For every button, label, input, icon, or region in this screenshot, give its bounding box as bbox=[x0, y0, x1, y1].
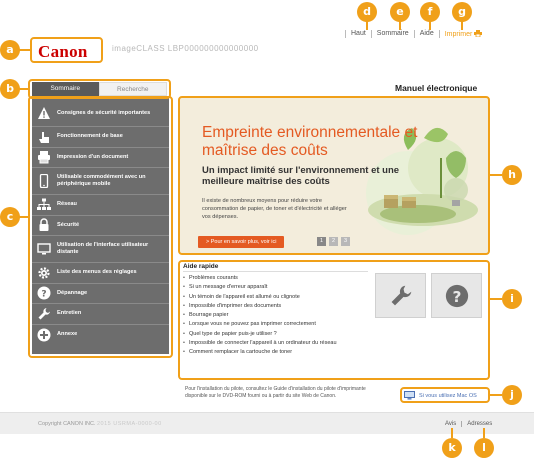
quick-help-link[interactable]: • Impossible de connecter l'appareil à un ordinateur du réseau bbox=[183, 340, 371, 347]
sidebar-item-maintenance[interactable] bbox=[32, 304, 169, 325]
sidebar-item-basic[interactable] bbox=[32, 127, 169, 148]
sidebar-item-settings-menu[interactable] bbox=[32, 263, 169, 284]
sidebar-item-remote-ui[interactable] bbox=[32, 236, 169, 263]
quick-help-link[interactable]: • Lorsque vous ne pouvez pas imprimer correctement bbox=[183, 321, 371, 328]
svg-text:?: ? bbox=[41, 289, 47, 300]
plus-icon bbox=[37, 328, 51, 342]
question-icon bbox=[445, 284, 469, 308]
copyright-code: 2015 USRMA-0000-00 bbox=[97, 421, 162, 427]
gear-icon bbox=[37, 266, 51, 280]
print-link[interactable] bbox=[439, 30, 488, 38]
tab-bar bbox=[32, 82, 167, 96]
callout-l: l bbox=[474, 438, 494, 458]
hand-icon bbox=[37, 130, 51, 144]
sidebar-item-label: Utilisable commodément avec un périphérique mobile bbox=[57, 174, 146, 187]
question-icon bbox=[37, 286, 51, 300]
hero-banner[interactable] bbox=[180, 98, 488, 253]
quick-help-link[interactable]: • Comment remplacer la cartouche de toner bbox=[183, 349, 371, 356]
wrench-icon bbox=[389, 284, 413, 308]
sidebar-item-label: Sécurité bbox=[57, 221, 80, 228]
carousel-pagination bbox=[317, 237, 350, 246]
hero-subtitle: Un impact limité sur l'environnement et une meilleure maîtrise des coûts bbox=[202, 165, 400, 188]
monitor-icon bbox=[404, 391, 415, 400]
copyright-text: Copyright CANON INC. bbox=[38, 421, 96, 427]
callout-k: k bbox=[442, 438, 462, 458]
page-title: Manuel électronique bbox=[395, 83, 478, 93]
sidebar-item-network[interactable] bbox=[32, 195, 169, 216]
sidebar-item-security[interactable] bbox=[32, 216, 169, 237]
learn-more-button[interactable]: > Pour en savoir plus, voir ici bbox=[198, 236, 284, 248]
top-links bbox=[345, 30, 487, 38]
callout-h: h bbox=[502, 165, 522, 185]
help-link[interactable]: Aide bbox=[414, 30, 439, 38]
hero-title: Empreinte environnementale et maîtrise des coûts bbox=[202, 124, 418, 160]
sidebar-item-label: Liste des menus des réglages bbox=[57, 269, 137, 276]
carousel-page-1[interactable]: 1 bbox=[317, 237, 326, 246]
mac-os-label: Si vous utilisez Mac OS bbox=[419, 392, 477, 399]
callout-b: b bbox=[0, 79, 20, 99]
sidebar-item-printing[interactable] bbox=[32, 148, 169, 169]
canon-logo[interactable]: Canon bbox=[38, 42, 88, 61]
sidebar-item-label: Consignes de sécurité importantes bbox=[57, 109, 151, 116]
network-icon bbox=[37, 198, 51, 212]
svg-text:?: ? bbox=[452, 287, 461, 306]
print-icon bbox=[474, 30, 482, 37]
callout-e: e bbox=[390, 2, 410, 22]
carousel-page-2[interactable]: 2 bbox=[329, 237, 338, 246]
callout-g: g bbox=[452, 2, 472, 22]
quick-help-link[interactable]: • Problèmes courants bbox=[183, 275, 371, 282]
product-name: imageCLASS LBP000000000000000 bbox=[112, 44, 259, 53]
quick-help-link[interactable]: • Bourrage papier bbox=[183, 312, 371, 319]
callout-a: a bbox=[0, 40, 20, 60]
warning-icon bbox=[37, 106, 51, 120]
sidebar-item-label: Utilisation de l'interface utilisateur distante bbox=[57, 242, 149, 255]
quick-help-link[interactable]: • Si un message d'erreur apparaît bbox=[183, 284, 371, 291]
sidebar-item-label: Impression d'un document bbox=[57, 153, 129, 160]
sidebar-item-label: Annexe bbox=[57, 331, 78, 338]
addresses-link[interactable]: Adresses bbox=[461, 421, 497, 427]
callout-d: d bbox=[357, 2, 377, 22]
footer-links bbox=[440, 421, 497, 427]
callout-f: f bbox=[420, 2, 440, 22]
quick-help-link[interactable]: • Impossible d'imprimer des documents bbox=[183, 303, 371, 310]
quick-help bbox=[180, 263, 488, 378]
callout-j: j bbox=[502, 385, 522, 405]
callout-c: c bbox=[0, 207, 20, 227]
mac-os-link[interactable] bbox=[404, 391, 477, 400]
quick-help-link[interactable]: • Quel type de papier puis-je utiliser ? bbox=[183, 331, 371, 338]
sidebar-item-label: Réseau bbox=[57, 201, 77, 208]
monitor-icon bbox=[37, 242, 51, 256]
quick-help-list bbox=[183, 275, 371, 356]
carousel-page-3[interactable]: 3 bbox=[341, 237, 350, 246]
sidebar-item-label: Fonctionnement de base bbox=[57, 133, 123, 140]
top-link[interactable]: Haut bbox=[345, 30, 371, 38]
summary-link[interactable]: Sommaire bbox=[371, 30, 414, 38]
sidebar-item-label: Entretien bbox=[57, 310, 82, 317]
sidebar bbox=[32, 98, 169, 354]
sidebar-item-label: Dépannage bbox=[57, 289, 88, 296]
install-note: Pour l'installation du pilote, consultez le Guide d'installation du pilote d'imprimante disponible sur le DVD-ROM fourni ou à partir du site Web de Canon. bbox=[185, 386, 366, 399]
maintenance-shortcut-button[interactable] bbox=[375, 273, 426, 318]
sidebar-item-appendix[interactable] bbox=[32, 325, 169, 346]
hero-body: Il existe de nombreux moyens pour réduire votre consommation de papier, de toner et d'électricité et alléger vos dépenses. bbox=[202, 198, 347, 221]
footer bbox=[0, 412, 534, 434]
callout-i: i bbox=[502, 289, 522, 309]
sidebar-item-troubleshooting[interactable] bbox=[32, 284, 169, 305]
sidebar-item-mobile[interactable] bbox=[32, 168, 169, 195]
tab-search[interactable]: Recherche bbox=[99, 82, 168, 96]
print-label: Imprimer bbox=[444, 31, 473, 38]
mobile-icon bbox=[37, 174, 51, 188]
quick-help-title: Aide rapide bbox=[183, 263, 368, 272]
troubleshooting-shortcut-button[interactable] bbox=[431, 273, 482, 318]
wrench-icon bbox=[37, 307, 51, 321]
printer-icon bbox=[37, 150, 51, 164]
sidebar-item-safety[interactable] bbox=[32, 100, 169, 127]
lock-icon bbox=[37, 218, 51, 232]
copyright bbox=[38, 421, 162, 427]
tab-summary[interactable]: Sommaire bbox=[32, 82, 99, 96]
quick-help-link[interactable]: • Un témoin de l'appareil est allumé ou clignote bbox=[183, 294, 371, 301]
notices-link[interactable]: Avis bbox=[445, 421, 457, 427]
